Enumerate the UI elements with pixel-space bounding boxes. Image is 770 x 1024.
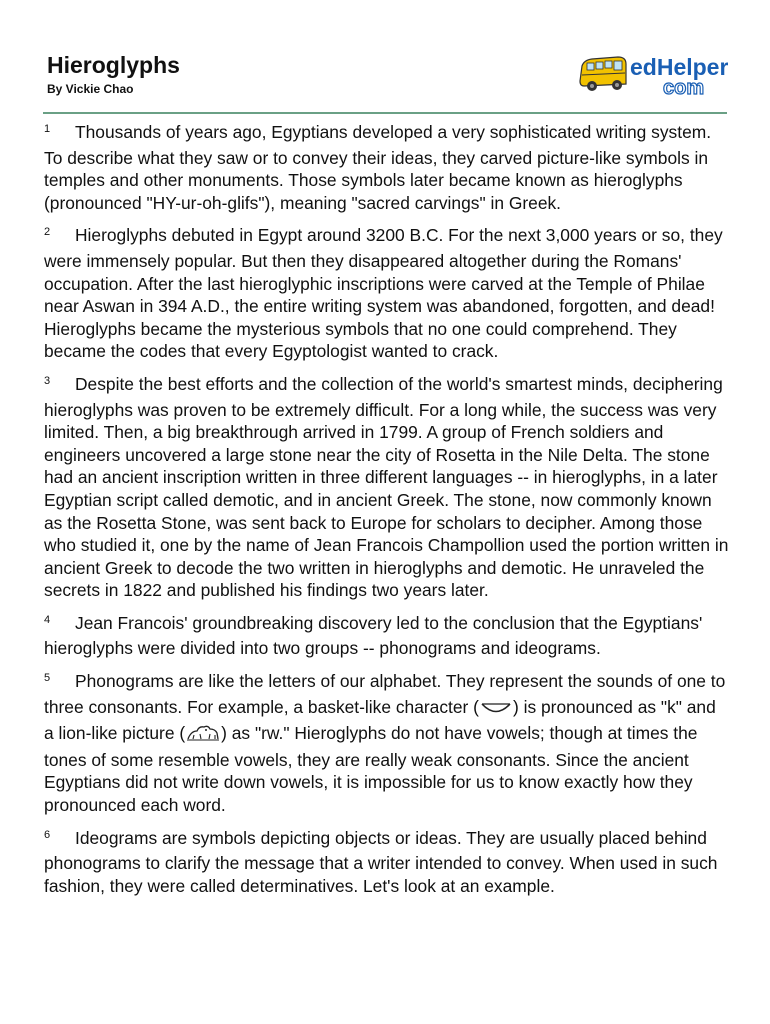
paragraph-text: Despite the best efforts and the collection of the world's smartest minds, deciphering hieroglyphs was proven to be extremely difficult. For a long while, the success was very limited. Then, a big breakthrough arrived in 1799. A group of French soldiers and engineers uncovered a large stone near the city of Rosetta in the Nile Delta. The stone had an ancient inscription written in three different languages -- in hieroglyphs, in a later Egyptian script called demotic, and in ancient Greek. The stone, now commonly known as the Rosetta Stone, was sent back to Europe for scholars to decipher. Among those who studied it, one by the name of Jean Francois Champollion used the portion written in ancient Greek to decode the two written in hieroglyphs and demotic. He unraveled the secrets in 1822 and published his findings two years later. xyxy=(44,373,729,601)
paragraph-number: 2 xyxy=(44,226,51,239)
basket-glyph-icon xyxy=(479,699,513,723)
edhelper-logo[interactable] xyxy=(578,48,728,100)
paragraph-1 xyxy=(44,121,730,214)
paragraph-6 xyxy=(44,827,730,898)
author-byline: By Vickie Chao xyxy=(47,82,134,96)
paragraph-2 xyxy=(44,224,730,363)
lion-glyph-icon xyxy=(185,723,221,749)
paragraph-5 xyxy=(44,670,730,817)
page-title: Hieroglyphs xyxy=(47,52,180,78)
paragraph-number: 3 xyxy=(44,374,51,387)
paragraph-text: Thousands of years ago, Egyptians developed a very sophisticated writing system. To describe what they saw or to convey their ideas, they carved picture-like symbols in temples and other monuments. Those symbols later became known as hieroglyphs (pronounced "HY-ur-oh-glifs"), meaning "sacred carvings" in Greek. xyxy=(44,122,712,213)
paragraph-text: Hieroglyphs debuted in Egypt around 3200 B.C. For the next 3,000 years or so, they were immensely popular. But then they disappeared altogether during the Romans' occupation. After the last hieroglyphic inscriptions were carved at the Temple of Philae near Aswan in 394 A.D., the entire writing system was abandoned, forgotten, and dead! Hieroglyphs became the mysterious symbols that no one could comprehend. They became the codes that every Egyptologist wanted to crack. xyxy=(44,225,723,362)
paragraph-number: 5 xyxy=(44,672,51,685)
school-bus-icon xyxy=(578,48,728,100)
paragraph-number: 1 xyxy=(44,123,51,135)
paragraph-number: 6 xyxy=(44,828,51,841)
paragraph-text-c: ) as "rw." Hieroglyphs do not have vowels; though at times the tones of some resemble vowels, they are really weak consonants. Since the ancient Egyptians did not write down vowels, it is impossible for us to know exactly how they pronounced each word. xyxy=(44,723,698,816)
article-body xyxy=(44,121,730,907)
paragraph-text: Jean Francois' groundbreaking discovery led to the conclusion that the Egyptians' hieroglyphs were divided into two groups -- phonograms and ideograms. xyxy=(44,612,703,659)
logo-text-main: edHelper. xyxy=(630,54,728,80)
paragraph-3 xyxy=(44,373,730,602)
paragraph-text-a: Phonograms are like the letters of our alphabet. They represent the sounds of one to three consonants. For example, a basket-like character ( xyxy=(44,671,726,717)
logo-text-sub: com xyxy=(663,77,705,99)
paragraph-text-b: ) is pronounced as "k" and a lion-like picture ( xyxy=(44,696,716,744)
header-divider xyxy=(43,112,727,114)
paragraph-text: Ideograms are symbols depicting objects or ideas. They are usually placed behind phonograms to clarify the message that a writer intended to convey. When used in such fashion, they were called determinatives. Let's look at an example. xyxy=(44,827,718,896)
paragraph-4 xyxy=(44,612,730,660)
paragraph-number: 4 xyxy=(44,613,51,626)
